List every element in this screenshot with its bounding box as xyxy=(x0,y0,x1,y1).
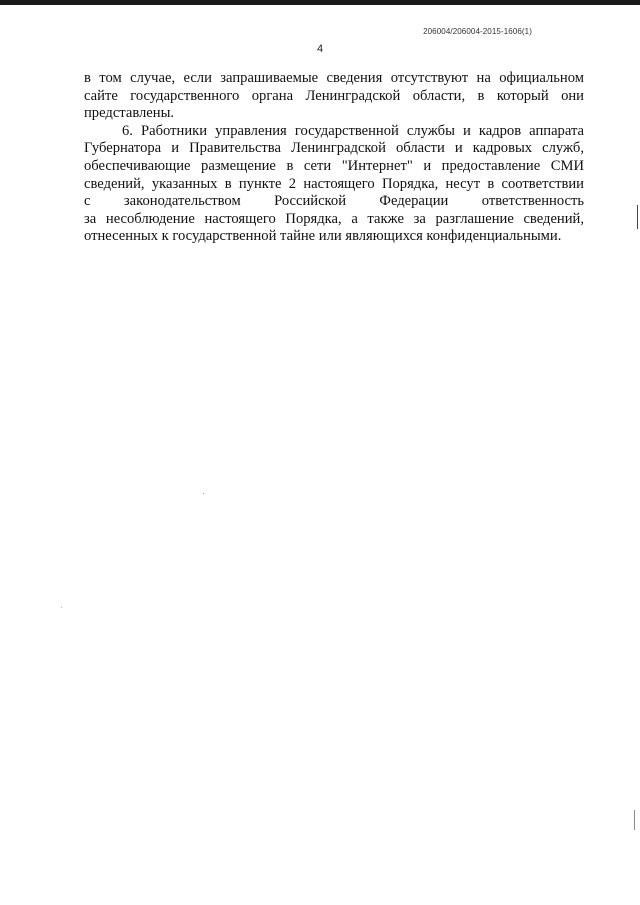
text-line: представлены. xyxy=(84,105,175,122)
scan-artifact-mark xyxy=(634,810,635,830)
paragraph-continuation xyxy=(84,70,584,123)
page-number: 4 xyxy=(316,43,324,55)
text-line: отнесенных к государственной тайне или являющихся конфиденциальными. xyxy=(84,228,562,245)
text-line: сайте государственного органа Ленинградской области, в который они xyxy=(84,87,584,104)
scan-top-edge xyxy=(0,0,640,5)
document-id: 206004/206004-2015-1606(1) xyxy=(423,27,532,36)
scan-artifact-mark xyxy=(637,205,639,229)
text-line: обеспечивающие размещение в сети "Интернет" и предоставление СМИ xyxy=(84,157,584,174)
scan-artifact-dot xyxy=(61,607,62,608)
paragraph-item-6 xyxy=(84,123,584,246)
text-line: Губернатора и Правительства Ленинградской области и кадровых служб, xyxy=(84,140,584,157)
text-line: в том случае, если запрашиваемые сведения отсутствуют на официальном xyxy=(84,70,584,86)
text-line: за несоблюдение настоящего Порядка, а также за разглашение сведений, xyxy=(84,210,584,227)
text-line: сведений, указанных в пункте 2 настоящего Порядка, несут в соответствии xyxy=(84,175,584,192)
text-line: 6. Работники управления государственной службы и кадров аппарата xyxy=(122,122,584,139)
text-line: с законодательством Российской Федерации ответственность xyxy=(84,193,584,210)
document-body xyxy=(84,70,584,246)
scan-artifact-dot xyxy=(203,493,204,494)
